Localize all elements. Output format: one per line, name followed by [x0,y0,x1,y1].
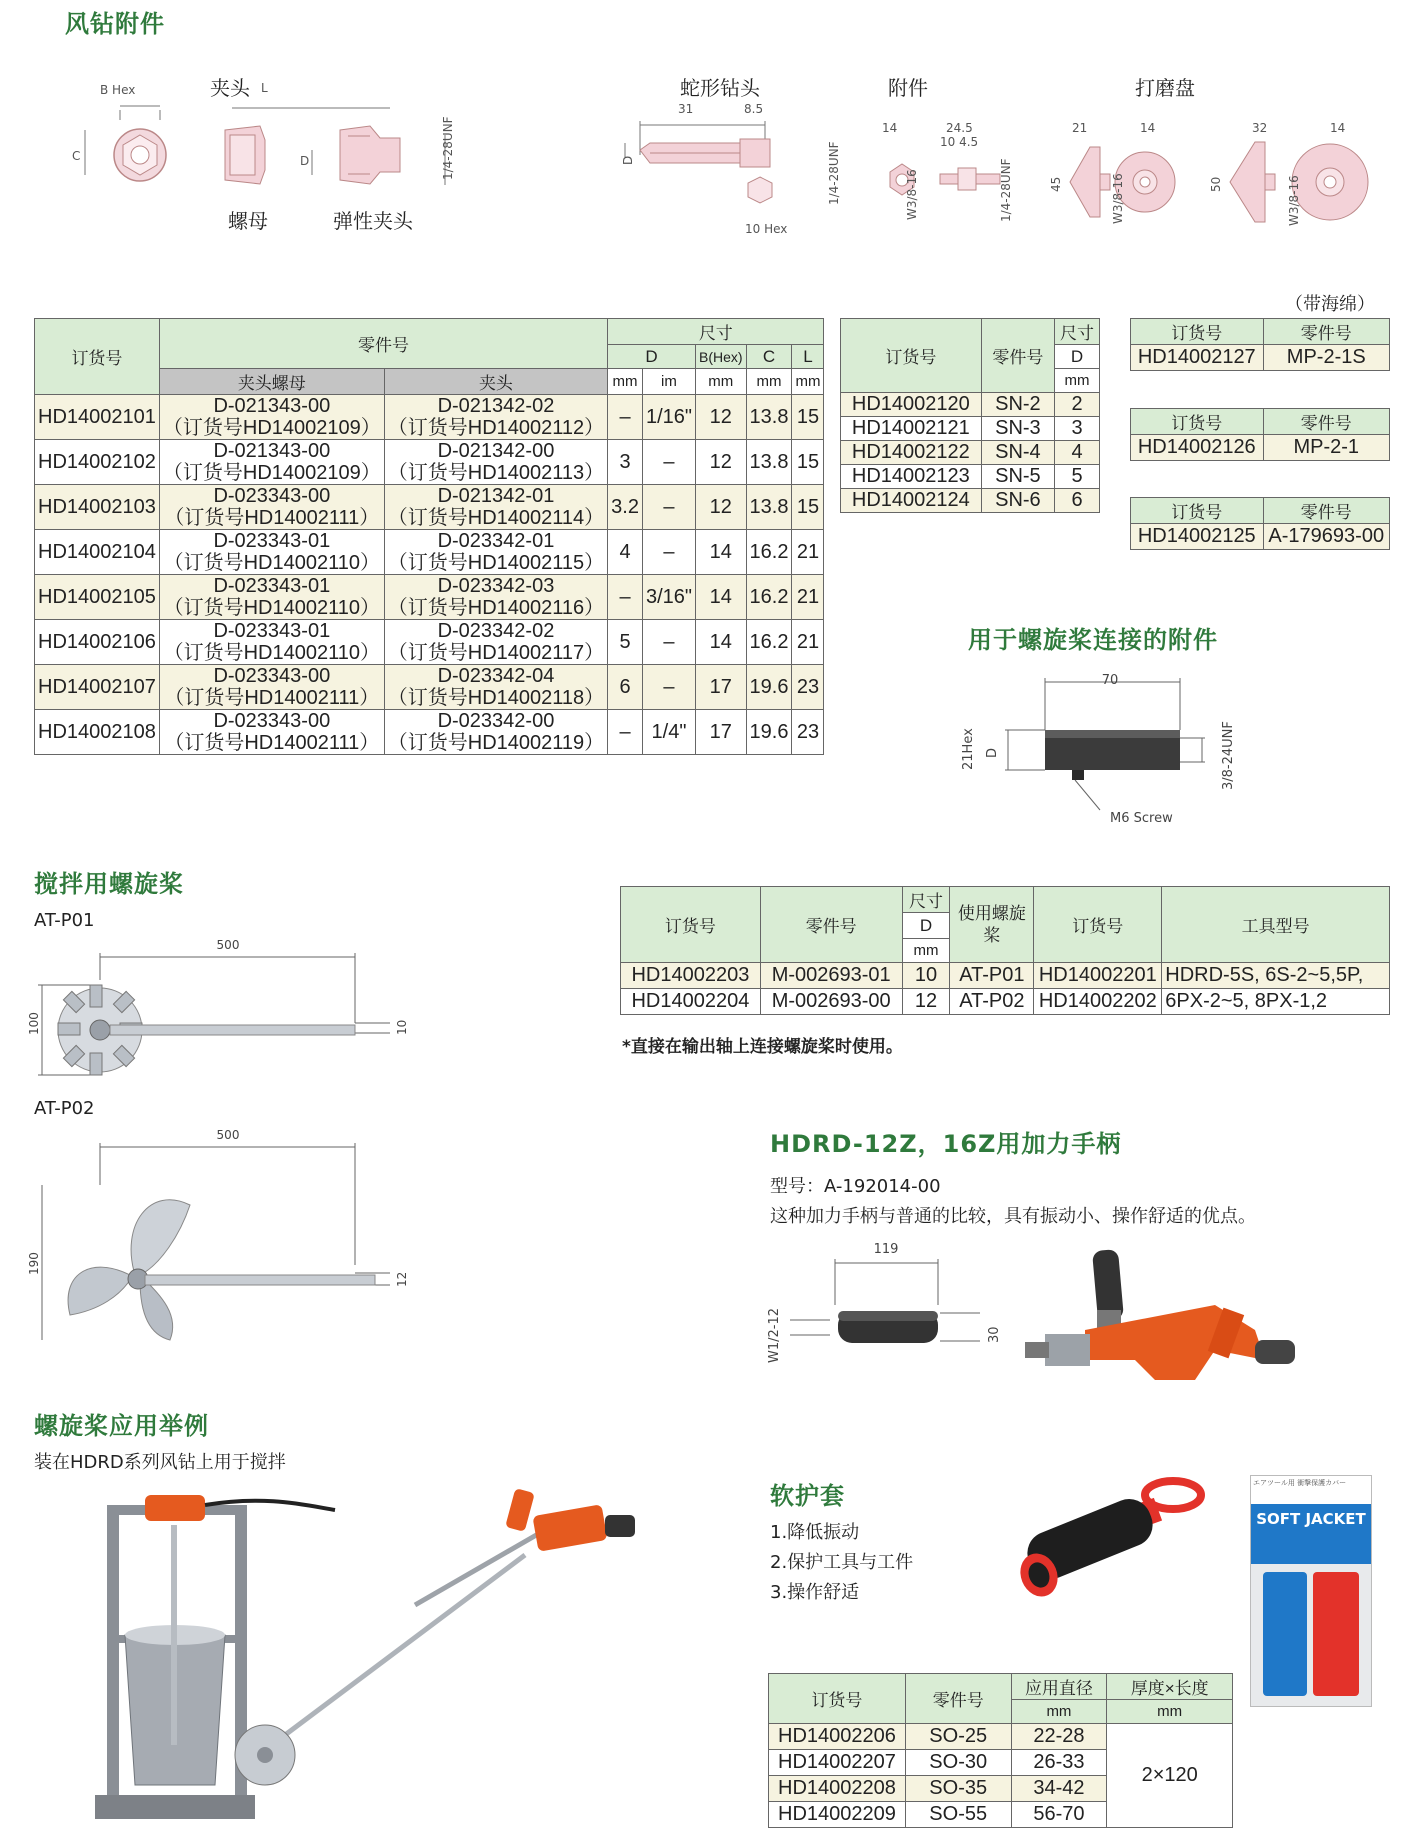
th-tool: 工具型号 [1162,887,1390,963]
nut-order: （订货号HD14002111） [164,507,380,529]
softcover-feature: 1.降低振动 [770,1522,860,1543]
th-nut: 夹头螺母 [159,369,384,395]
size-im: 1/16" [642,395,695,440]
size-d: 3 [608,440,643,485]
part-number: SO-35 [905,1776,1011,1802]
dim-500-a: 500 [216,938,240,952]
chuck-part: D-023342-04 [437,665,555,687]
size-c: 16.2 [746,620,792,665]
table-row [841,393,1100,417]
soft-jacket-handle-photo [1005,1475,1205,1625]
propeller-note: *直接在输出轴上连接螺旋桨时使用。 [622,1037,903,1057]
softcover-feature: 2.保护工具与工件 [770,1552,914,1573]
dim-D2: D [621,155,635,165]
unit-mm: mm [792,369,824,395]
nut-order: （订货号HD14002109） [162,417,381,439]
label-at-p01: AT-P01 [34,910,95,931]
size-im: 3/16" [642,575,695,620]
order-number: HD14002209 [769,1802,906,1828]
order-number: HD14002125 [1131,524,1264,550]
part-number: SN-3 [981,417,1054,441]
dim-unf: 3/8-24UNF [1221,721,1236,790]
propeller-p01-drawing [27,935,430,1085]
nut-part-cell [159,485,384,530]
chuck-part-cell [384,395,607,440]
chuck-part: D-021342-00 [437,440,555,462]
th-thick: 厚度×长度 [1107,1674,1233,1700]
size-b: 14 [695,530,746,575]
order-number: HD14002108 [35,710,160,755]
th-part: 零件号 [1263,319,1390,345]
order-number: HD14002106 [35,620,160,665]
th-order: 订货号 [1131,319,1264,345]
snake-drill-label: 蛇形钻头 [680,76,760,100]
cell-use: AT-P02 [950,989,1034,1015]
drill-with-handle-photo [1015,1250,1315,1390]
th-use: 使用螺旋桨 [950,887,1034,963]
cell-order: HD14002204 [621,989,761,1015]
chuck-part-cell [384,440,607,485]
dim-D: D [300,154,310,168]
th-size: 尺寸 [902,887,950,913]
part-number: SO-55 [905,1802,1011,1828]
nut-part: D-021343-00 [213,395,331,417]
collet-label: 弹性夹头 [333,209,413,233]
size-b: 17 [695,710,746,755]
table-row [1131,345,1390,371]
cell-order2: HD14002201 [1034,963,1162,989]
chuck-part: D-023342-02 [437,620,555,642]
order-number: HD14002105 [35,575,160,620]
size-l: 15 [792,440,824,485]
size-d: 4 [608,530,643,575]
dim-w12: W1/2-12 [767,1307,782,1363]
table-row [841,489,1100,513]
size-b: 12 [695,440,746,485]
nut-order: （订货号HD14002109） [162,462,381,484]
size-im: – [642,530,695,575]
order-number: HD14002207 [769,1750,906,1776]
order-number: HD14002120 [841,393,982,417]
package-top-text: エアツール用 衝撃保護カバー [1251,1476,1371,1504]
table-row [35,575,824,620]
nut-order: （订货号HD14002110） [163,597,380,619]
section-title-prop-connector: 用于螺旋桨连接的附件 [968,626,1218,654]
nut-order: （订货号HD14002111） [164,687,380,709]
dim-w38: W3/8-16 [905,169,919,220]
chuck-order: （订货号HD14002119） [387,732,605,754]
th-part: 零件号 [905,1674,1011,1724]
size-d: 2 [1055,393,1100,417]
th-L: L [792,345,824,369]
package-title: SOFT JACKET [1251,1504,1371,1564]
dim-12: 12 [395,1271,409,1287]
dim-m6: M6 Screw [1110,811,1173,826]
dim-p45: 45 [1049,176,1063,192]
dim-10: 10 [395,1019,409,1035]
propeller-p02-drawing [27,1125,430,1345]
table-row [841,465,1100,489]
chuck-part-cell [384,575,607,620]
part-number: MP-2-1 [1263,435,1390,461]
dim-pw38b: W3/8-16 [1287,175,1301,226]
diameter: 22-28 [1011,1724,1107,1750]
chuck-part: D-023342-03 [437,575,555,597]
propeller-table [620,886,1390,1015]
table-row [621,963,1390,989]
prop-connector-drawing [960,670,1240,830]
unit-mm: mm [1011,1700,1107,1724]
snake-drill-table [840,318,1100,513]
table-row [621,989,1390,1015]
nut-part-cell [159,530,384,575]
dim-bhex: B Hex [100,83,136,97]
order-number: HD14002104 [35,530,160,575]
dim-p32: 32 [1252,121,1268,135]
size-l: 15 [792,395,824,440]
sponge-note: （带海绵） [1285,294,1375,315]
size-d: 5 [1055,465,1100,489]
size-d: – [608,575,643,620]
dim-unf: 1/4-28UNF [441,116,455,180]
softcover-feature: 3.操作舒适 [770,1582,860,1603]
cell-order: HD14002203 [621,963,761,989]
order-number: HD14002208 [769,1776,906,1802]
table-row [1131,524,1390,550]
nut-part-cell [159,620,384,665]
order-number: HD14002122 [841,441,982,465]
size-l: 21 [792,575,824,620]
chuck-part: D-021342-02 [437,395,555,417]
th-order: 订货号 [769,1674,906,1724]
nut-part: D-023343-01 [213,620,331,642]
unit-mm: mm [1107,1700,1233,1724]
cell-order2: HD14002202 [1034,989,1162,1015]
dim-unf2: 1/4-28UNF [999,158,1013,222]
size-d: – [608,395,643,440]
sanding-pad-table [1130,497,1390,550]
unit-mm: mm [746,369,792,395]
dim-8-5: 8.5 [744,102,764,116]
dim-10hex: 10 Hex [745,222,788,236]
th-part: 零件号 [159,319,607,369]
dim-190: 190 [27,1252,41,1275]
dim-pw38: W3/8-16 [1111,173,1125,224]
thickness-length: 2×120 [1107,1724,1233,1828]
cell-tool: 6PX-2~5, 8PX-1,2 [1162,989,1390,1015]
order-number: HD14002206 [769,1724,906,1750]
th-D: D [608,345,696,369]
dim-70: 70 [1101,673,1119,688]
part-number: SN-5 [981,465,1054,489]
handle-description: 这种加力手柄与普通的比较，具有振动小、操作舒适的优点。 [770,1206,1256,1227]
size-l: 23 [792,710,824,755]
nut-part-cell [159,575,384,620]
section-title-drill-accessories: 风钻附件 [65,10,165,38]
nut-order: （订货号HD14002111） [164,732,380,754]
size-c: 16.2 [746,530,792,575]
size-im: 1/4" [642,710,695,755]
th-order: 订货号 [841,319,982,393]
order-number: HD14002103 [35,485,160,530]
cell-use: AT-P01 [950,963,1034,989]
size-d: 6 [608,665,643,710]
th-size: 尺寸 [608,319,824,345]
softcover-table [768,1673,1233,1828]
size-d: 5 [608,620,643,665]
part-number: A-179693-00 [1263,524,1390,550]
order-number: HD14002102 [35,440,160,485]
diameter: 56-70 [1011,1802,1107,1828]
order-number: HD14002107 [35,665,160,710]
size-c: 16.2 [746,575,792,620]
diameter: 26-33 [1011,1750,1107,1776]
th-part: 零件号 [760,887,902,963]
size-d: 3.2 [608,485,643,530]
part-number: SO-30 [905,1750,1011,1776]
chuck-order: （订货号HD14002117） [387,642,605,664]
th-size: 尺寸 [1055,319,1100,345]
chuck-part-cell [384,530,607,575]
size-im: – [642,620,695,665]
size-b: 12 [695,395,746,440]
dim-119: 119 [873,1242,899,1257]
chuck-order: （订货号HD14002113） [387,462,605,484]
order-number: HD14002126 [1131,435,1264,461]
sanding-pad-drawing [1030,112,1400,232]
table-row [35,530,824,575]
cell-tool: HDRD-5S, 6S-2~5,5P, [1162,963,1390,989]
nut-part-cell [159,710,384,755]
th-C: C [746,345,792,369]
order-number: HD14002101 [35,395,160,440]
nut-part-cell [159,395,384,440]
section-title-example: 螺旋桨应用举例 [34,1412,209,1440]
size-b: 17 [695,665,746,710]
dim-a10-4-5: 10 4.5 [940,135,979,149]
example-description: 装在HDRD系列风钻上用于搅拌 [34,1452,286,1473]
accessory-label: 附件 [888,76,928,100]
size-im: – [642,665,695,710]
nut-part: D-023343-01 [213,575,331,597]
blue-jacket [1263,1572,1307,1696]
diameter: 34-42 [1011,1776,1107,1802]
nut-part: D-023343-00 [213,710,331,732]
chuck-part: D-023342-01 [437,530,555,552]
unit-mm: mm [695,369,746,395]
size-c: 19.6 [746,665,792,710]
table-row [35,440,824,485]
nut-part: D-023343-01 [213,530,331,552]
chuck-order: （订货号HD14002116） [387,597,605,619]
size-d: 3 [1055,417,1100,441]
dim-p50: 50 [1209,176,1223,192]
th-D: D [1055,345,1100,369]
chuck-label: 夹头 [210,76,250,100]
unit-mm: mm [608,369,643,395]
th-part: 零件号 [981,319,1054,393]
th-B: B(Hex) [695,345,746,369]
size-im: – [642,440,695,485]
snake-drill-drawing [620,95,870,235]
size-b: 12 [695,485,746,530]
table-row [1131,435,1390,461]
chuck-part-cell [384,710,607,755]
chuck-part: D-023342-00 [437,710,555,732]
dim-31: 31 [678,102,694,116]
th-part: 零件号 [1263,498,1390,524]
chuck-part-cell [384,665,607,710]
table-row [35,710,824,755]
th-order2: 订货号 [1034,887,1162,963]
size-l: 15 [792,485,824,530]
size-c: 19.6 [746,710,792,755]
dim-500-b: 500 [216,1128,240,1142]
order-number: HD14002123 [841,465,982,489]
order-number: HD14002127 [1131,345,1264,371]
chuck-order: （订货号HD14002118） [387,687,605,709]
dim-p14b: 14 [1330,121,1346,135]
chuck-order: （订货号HD14002112） [387,417,605,439]
nut-label: 螺母 [228,209,268,233]
table-row [35,620,824,665]
part-number: SO-25 [905,1724,1011,1750]
chuck-part-cell [384,620,607,665]
size-im: – [642,485,695,530]
size-l: 21 [792,620,824,665]
table-row [35,485,824,530]
table-row [769,1724,1233,1750]
size-l: 23 [792,665,824,710]
chuck-part-cell [384,485,607,530]
cell-part: M-002693-01 [760,963,902,989]
part-number: SN-6 [981,489,1054,513]
th-order: 订货号 [35,319,160,395]
section-title-softcover: 软护套 [770,1482,845,1510]
size-d: – [608,710,643,755]
size-l: 21 [792,530,824,575]
nut-order: （订货号HD14002110） [163,552,380,574]
table-row [35,665,824,710]
th-D: D [902,913,950,939]
th-part: 零件号 [1263,409,1390,435]
table-row [841,417,1100,441]
sanding-pad-label: 打磨盘 [1135,76,1195,100]
accessory-drawing [870,112,1020,232]
nut-part-cell [159,440,384,485]
size-c: 13.8 [746,440,792,485]
chuck-order: （订货号HD14002115） [387,552,605,574]
th-dia: 应用直径 [1011,1674,1107,1700]
cell-d: 12 [902,989,950,1015]
dim-D: D [985,747,1000,758]
unit-mm: mm [902,939,950,963]
size-b: 14 [695,620,746,665]
table-row [35,395,824,440]
mixer-application-photo [85,1485,645,1825]
unit-im: im [642,369,695,395]
section-title-handle: HDRD-12Z，16Z用加力手柄 [770,1130,1122,1158]
soft-jacket-package [1250,1475,1372,1707]
dim-p14: 14 [1140,121,1156,135]
dim-L: L [261,81,268,95]
dim-p21: 21 [1072,121,1088,135]
section-title-mixer: 搅拌用螺旋桨 [34,870,184,898]
dim-30: 30 [987,1326,1002,1343]
dim-a14: 14 [882,121,898,135]
chuck-table [34,318,824,755]
size-c: 13.8 [746,395,792,440]
th-order: 订货号 [621,887,761,963]
th-order: 订货号 [1131,498,1264,524]
th-order: 订货号 [1131,409,1264,435]
order-number: HD14002121 [841,417,982,441]
size-d: 4 [1055,441,1100,465]
size-c: 13.8 [746,485,792,530]
dim-C: C [72,149,81,163]
chuck-order: （订货号HD14002114） [387,507,605,529]
dim-21hex: 21Hex [961,728,976,770]
cell-d: 10 [902,963,950,989]
sanding-pad-table [1130,318,1390,371]
cell-part: M-002693-00 [760,989,902,1015]
th-chuck: 夹头 [384,369,607,395]
handle-drawing [760,1235,1020,1365]
handle-model: 型号：A-192014-00 [770,1176,941,1197]
part-number: SN-2 [981,393,1054,417]
chuck-part: D-021342-01 [437,485,555,507]
nut-part: D-023343-00 [213,665,331,687]
label-at-p02: AT-P02 [34,1098,95,1119]
sanding-pad-table [1130,408,1390,461]
part-number: SN-4 [981,441,1054,465]
size-b: 14 [695,575,746,620]
nut-part-cell [159,665,384,710]
unit-mm: mm [1055,369,1100,393]
table-row [841,441,1100,465]
nut-part: D-021343-00 [213,440,331,462]
dim-100: 100 [27,1012,41,1035]
part-number: MP-2-1S [1263,345,1390,371]
dim-unf-drill: 1/4-28UNF [827,141,841,205]
nut-order: （订货号HD14002110） [163,642,380,664]
dim-a24-5: 24.5 [946,121,973,135]
red-jacket [1313,1572,1359,1696]
order-number: HD14002124 [841,489,982,513]
nut-part: D-023343-00 [213,485,331,507]
size-d: 6 [1055,489,1100,513]
